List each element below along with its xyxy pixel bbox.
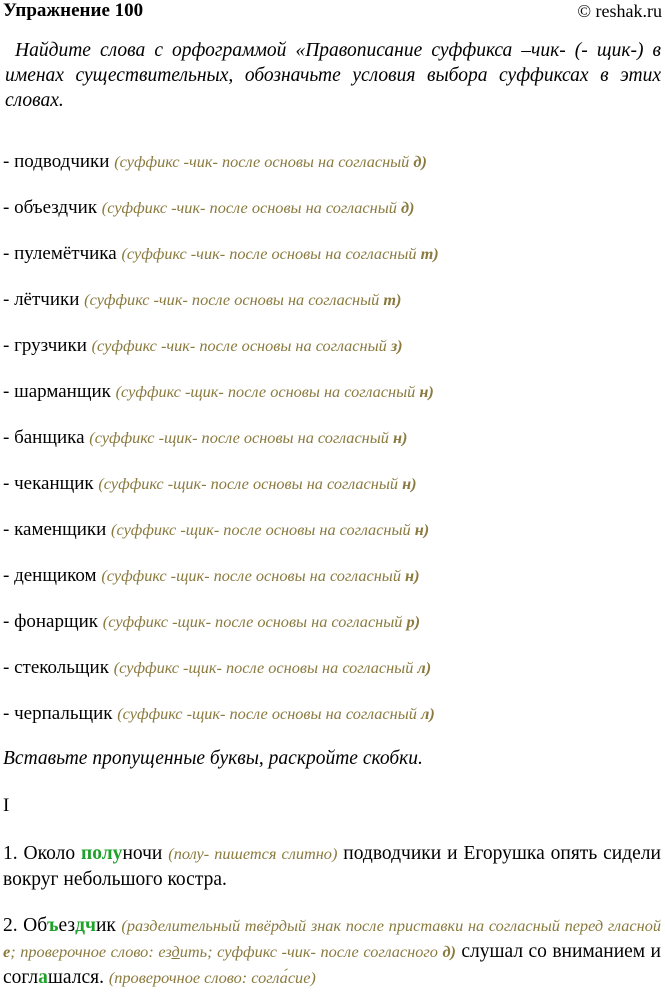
task-line: щик-) в именах существительных, обозначьте условия выбора: [5, 40, 662, 86]
word-text: - фонарщик: [3, 611, 99, 632]
word-note: (суффикс -чик- после основы на согласный т): [84, 290, 402, 309]
word-note: (суффикс -чик- после основы на согласный з): [91, 336, 403, 355]
task-line: суффиксах в этих словах.: [5, 65, 661, 111]
list-item: [3, 518, 429, 542]
list-item: [3, 610, 420, 634]
list-item: [3, 242, 439, 266]
word-text: - грузчики: [3, 335, 87, 356]
header: [3, 0, 662, 22]
list-item: [3, 196, 414, 220]
sentence-note: (разделительный твёрдый знак после приставки на согласный перед гласной е; проверочное слово: ездить; суффикс -чик- после согласного д): [3, 916, 661, 961]
word-text: - чеканщик: [3, 473, 94, 494]
list-item: [3, 380, 434, 404]
list-item: [3, 288, 401, 312]
list-item: [3, 702, 435, 726]
sentence-1: 1. Около полуночи (полу- пишется слитно) подводчики и Егорушка опять сидели вокруг небольшого костра.: [3, 843, 661, 890]
highlight-letters: полу: [81, 843, 123, 864]
word-note: (суффикс -чик- после основы на согласный т): [121, 244, 439, 263]
word-note: (суффикс -щик- после основы на согласный н): [101, 566, 420, 585]
word-text: - черпальщик: [3, 703, 113, 724]
highlight-letters: а: [38, 967, 48, 988]
word-note: (суффикс -щик- после основы на согласный л): [117, 704, 435, 723]
sentence-2: 2. Объездчик (разделительный твёрдый знак после приставки на согласный перед гласной е; проверочное слово: ездить; суффикс -чик- после согласного д) слушал со вниманием и соглашался. (проверочное слово: согла́сие): [3, 915, 661, 988]
sentence-note: (проверочное слово: согла́сие): [108, 968, 316, 987]
task-instruction-2: Вставьте пропущенные буквы, раскройте скобки.: [3, 748, 423, 769]
highlight-letters: дч: [75, 915, 96, 936]
task-line: Найдите слова с орфограммой «Правописание суффикса –чик- (-: [15, 40, 588, 61]
word-note: (суффикс -щик- после основы на согласный н): [98, 474, 417, 493]
list-item: [3, 564, 420, 588]
word-note: (суффикс -чик- после основы на согласный д): [101, 198, 415, 217]
word-text: - шарманщик: [3, 381, 111, 402]
section-number: I: [3, 795, 10, 816]
word-note: (суффикс -щик- после основы на согласный р): [102, 612, 421, 631]
task-instruction: [5, 38, 661, 113]
word-text: - подводчики: [3, 151, 110, 172]
word-note: (суффикс -чик- после основы на согласный д): [114, 152, 427, 171]
list-item: [3, 472, 417, 496]
list-item: [3, 656, 431, 680]
list-item: [3, 150, 427, 174]
sentence-note: (полу- пишется слитно): [168, 844, 338, 863]
highlight-letters: ъ: [47, 915, 59, 936]
word-text: - пулемётчика: [3, 243, 117, 264]
word-text: - каменщики: [3, 519, 107, 540]
site-label: © reshak.ru: [577, 1, 662, 21]
exercise-title: Упражнение 100: [3, 0, 144, 21]
word-note: (суффикс -щик- после основы на согласный н): [115, 382, 434, 401]
list-item: [3, 334, 403, 358]
word-text: - стекольщик: [3, 657, 109, 678]
word-note: (суффикс -щик- после основы на согласный л): [113, 658, 432, 677]
word-text: - лётчики: [3, 289, 80, 310]
list-item: [3, 426, 407, 450]
word-note: (суффикс -щик- после основы на согласный н): [111, 520, 430, 539]
word-text: - банщика: [3, 427, 85, 448]
word-text: - денщиком: [3, 565, 97, 586]
word-text: - объездчик: [3, 197, 98, 218]
word-note: (суффикс -щик- после основы на согласный н): [89, 428, 408, 447]
